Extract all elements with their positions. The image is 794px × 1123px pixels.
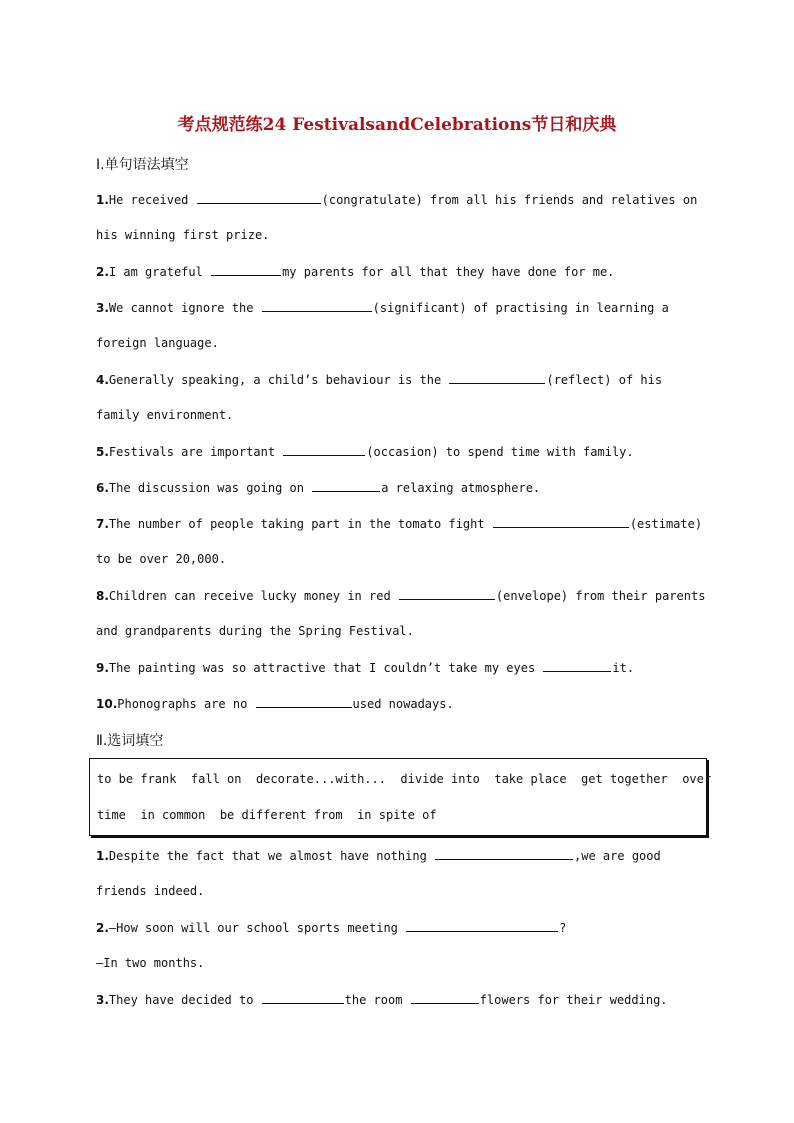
answer-blank[interactable] xyxy=(312,479,380,492)
answer-blank[interactable] xyxy=(435,847,573,860)
answer-blank[interactable] xyxy=(449,371,545,384)
question-1: 1.He received (congratulate) from all his friends and relatives on xyxy=(96,193,698,207)
word-bank-line-1: to be frank fall on decorate...with... divide into take place get together over xyxy=(97,772,712,786)
answer-blank[interactable] xyxy=(493,515,629,528)
section-heading-word-choice: Ⅱ.选词填空 xyxy=(96,733,164,749)
answer-blank[interactable] xyxy=(411,991,479,1004)
phrase-question-1: 1.Despite the fact that we almost have nothing ,we are good xyxy=(96,849,661,863)
word-bank-line-2: time in common be different from in spite of xyxy=(97,808,437,822)
phrase-question-1-continued: friends indeed. xyxy=(96,884,205,898)
question-7-continued: to be over 20,000. xyxy=(96,552,227,566)
question-5: 5.Festivals are important (occasion) to spend time with family. xyxy=(96,445,634,459)
answer-blank[interactable] xyxy=(256,695,352,708)
question-1-continued: his winning first prize. xyxy=(96,228,270,242)
question-7: 7.The number of people taking part in the tomato fight (estimate) xyxy=(96,517,703,531)
answer-blank[interactable] xyxy=(211,263,281,276)
answer-blank[interactable] xyxy=(262,299,372,312)
answer-blank[interactable] xyxy=(262,991,344,1004)
question-2: 2.I am grateful my parents for all that they have done for me. xyxy=(96,265,615,279)
question-4: 4.Generally speaking, a child’s behaviour is the (reflect) of his xyxy=(96,373,663,387)
question-4-continued: family environment. xyxy=(96,408,234,422)
answer-blank[interactable] xyxy=(197,191,321,204)
page-title: 考点规范练24 FestivalsandCelebrations节日和庆典 xyxy=(177,115,617,135)
phrase-question-2-answer: —In two months. xyxy=(96,956,205,970)
answer-blank[interactable] xyxy=(283,443,365,456)
question-8-continued: and grandparents during the Spring Festival. xyxy=(96,624,414,638)
answer-blank[interactable] xyxy=(543,659,611,672)
section-heading-grammar: Ⅰ.单句语法填空 xyxy=(96,157,189,173)
answer-blank[interactable] xyxy=(406,919,558,932)
phrase-question-3: 3.They have decided to the room flowers for their wedding. xyxy=(96,993,668,1007)
answer-blank[interactable] xyxy=(399,587,495,600)
question-9: 9.The painting was so attractive that I couldn’t take my eyes it. xyxy=(96,661,635,675)
question-8: 8.Children can receive lucky money in red (envelope) from their parents xyxy=(96,589,706,603)
phrase-question-2: 2.—How soon will our school sports meeting ? xyxy=(96,921,567,935)
question-3: 3.We cannot ignore the (significant) of practising in learning a xyxy=(96,301,669,315)
word-bank-box xyxy=(89,758,712,836)
question-10: 10.Phonographs are no used nowadays. xyxy=(96,697,454,711)
question-3-continued: foreign language. xyxy=(96,336,219,350)
question-6: 6.The discussion was going on a relaxing atmosphere. xyxy=(96,481,541,495)
